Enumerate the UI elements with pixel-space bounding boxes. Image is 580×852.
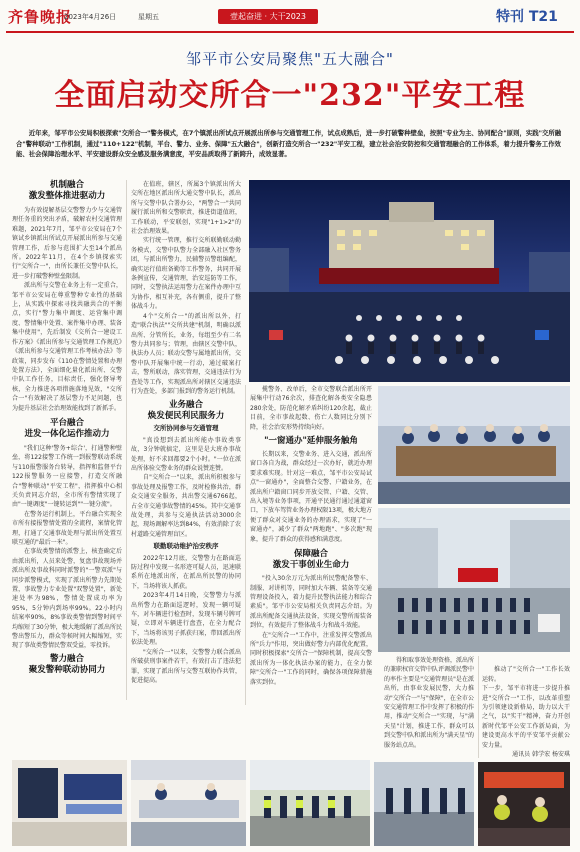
- paragraph: "投入30余万元为派出所民警配备警车、制服、对讲机等，同时加大车辆、装备等交通管理设备投入，着力提升民警执法能力和综合素质"。邹平市公安局相关负责同志介绍。为派出所配备交通执法设备，实现交警所需装备到位，有效提升了整体战斗力和战斗效能。: [250, 575, 372, 630]
- paragraph: 自"交所合一"以来，派出所积极参与事故处理及报警工作，及时检修共治，群众交通安全服务，共出警交通6766起，占全市交通事故警情的45%。其中交通事故处理，共参与交通执法活动3000余起，现场调解率达到84%，有效消除了农村道路交通管理盲区。: [131, 474, 241, 538]
- night-assembly-photo: [249, 180, 570, 382]
- section-heading-business: 业务融合 焕发便民利民服务力: [147, 400, 225, 422]
- inspection-photo: [374, 762, 474, 846]
- page-number: 特刊 T21: [496, 9, 558, 25]
- reporter-credit: 通讯员 韩学宏 杨安琪: [512, 751, 570, 758]
- section-heading-mechanism: 机制融合 激发整体推进驱动力: [28, 180, 106, 201]
- paragraph: 4个"交所合一"的派出所以外，打造"联合执法""交所共建"机制，明确以派出所、分管所长，业务，每组至少有二名警力共同参与；管理，由辖区交警中队，执法办人员；联动交警与属地派出所，交警中队开展集中统一行动，通过破案打击，警所联动，落实管理，交通违法行为查处等工作，实现派出所对辖区交通违法行为查处，多部门报到的警务运行机制。: [131, 312, 241, 395]
- paragraph: "我们这种'警务+综合'，打通警种壁垒，将122接警工作统一到报警联动系统与110报警服务台转导，指挥和监督平台122报警服务一应接警，打造交所融合"警种联动"平安工程"，指挥推中心相关负责同志介绍，全市所有警情实现了由"一键调度"一键转运到""一键分流"。: [12, 444, 122, 509]
- paragraph: 在值班，辖区，所属3个镇派出所大交所在地区派出所大通交警中队长，派出所与交警中队合署办公，"两警合一"共同履行派出所和交警职责，推进街道值班，工作联动，平安联创，实现"1+1>2"的社会治理效果。: [131, 181, 241, 236]
- paragraph: 为有效提解基层交警警力少与交通管理任务重的突出矛盾，破解农村交通管理难题，2021年7月，邹平市公安局在7个镇试乡镇派出所试点开展派出所参与交通管理工作，后参与范围扩大至14个派出所。2022年11月，在4个乡镇探索实行"交所合一"，由所长兼任交警中队长，进一步打破警种壁垒限制。: [12, 207, 122, 280]
- article-column-5: [482, 656, 570, 748]
- police-station-sign-photo: [12, 760, 127, 846]
- paragraph: 派出所与交警在业务上有一定重合，邹平市公安局在尊重警种专业性的基础上，从实践中探索寻找共融共合的平衡点，实行"警力集中调度、运营集中调度、警情集中处置、案件集中办理、装备集中使用"，先后制发《交所合一建设工作方案》《派出所参与交通管理工作规范》《派出所参与交通管理工作考核办法》等政策，同步发布《110在警情处置和办理处置方法》，全面细化量化派出所、交警中队工作任务，目标责任，强化督导考核，全力推进各项措施落地见效，"交所合一"有效解决了基层警力不足问题，也为提升基层社会治理效能找到了新抓手。: [12, 282, 122, 412]
- night-checkpoint-photo: [478, 762, 570, 846]
- kicker-headline: 邹平市公安局聚焦"五大融合": [186, 50, 394, 68]
- service-window-photo: [131, 760, 246, 846]
- paragraph: 长期以来，交警业务、进入交通，派出所窗口各自为战，群众经过一次办好，就近办理要求难实现。针对这一难点，邹平市公安局试点"一窗通办"，全面整合交警、户籍业务，在派出所户籍窗口同步开放交管、户籍、交管、出入境等业务事项，开通平民通行通过通道窗口，下放车驾管业务办理权限13项，极大地方便了群众对交通业务的办理需求，实现了"一窗通办"，减少了群众"两地跑"、"多次跑"现象，提升了群众的获得感和满意度。: [250, 451, 372, 543]
- issue-date: 2023年4月26日: [64, 13, 117, 21]
- paragraph: "真没想到去派出所能办事故类事故，3分钟就搞定，这里是是大班办事故处理，好不求回都要2个小时。"一位在派出所体验交警业务的群众说赞连赞。: [131, 436, 241, 472]
- article-column-1: [12, 180, 122, 820]
- article-column-2: [131, 180, 241, 705]
- main-headline: 全面启动交所合一"232"平安工程: [54, 78, 526, 113]
- paragraph: 得和取事效处理资格，派出所的兼职权官交管中队评调派民警中的率作主要是"交通管理员"是在派出所，由事业发展民警，大力推动"交所合一"与"保障"，在全市公安交通管理工作中发挥了积极的作用，推动"交所合一"实现，与"满天星"计划，推进工作，群众可以到交警中队和派出所为"满天星"的服务站点出。: [384, 657, 475, 749]
- article-column-3: [250, 385, 372, 686]
- outdoor-lineup-photo: [378, 508, 570, 652]
- paragraph: 在警务运行机制上，平台融合实现全市所有接报警情处置的全流程，案情化管理，打通了交通事故处理与派出所处置互联互通的"最后一米"。: [12, 510, 122, 546]
- paragraph: 在"交所合一"工作中，注重发挥交警派出所"兵力"作用，突出做好警力内部优化配置，同时积极探索"交所合一"保障机制，提高交警派出所为一体化执法办案的能力，在全力保障"交所合一"工作的同时，确保各项保障措施落实到位。: [250, 631, 372, 686]
- paragraph: 揽警务、改单后，全市交警联合派出所开展集中行动76余次，排查化解各类安全隐患280余处，防范化解矛盾纠纷120余起，截止目前，全市事故起数、伤亡人数同比分别下降，社会治安形势持续向好。: [250, 386, 372, 431]
- paragraph: "交所合一"以来，交警警力联合派出所破获刑事案件若干，有效打击了违法犯罪，实现了派出所与交警互联协作共管，促进提高。: [131, 648, 241, 684]
- section-heading-support: 保障融合 激发干事创业生命力: [272, 549, 350, 571]
- lead-paragraph: 近年来，邹平市公安局积极探索"交所合一"警务模式，在7个镇派出所试点开展派出所参与交通管理工作，试点成熟后，进一步打破警种壁垒，按照"专业为主、协同配合"原则，实践"交所融合"警种联动"工作机制，通过"110+122"机制，平台、警力、业务、保障"五大融合"，创新打造交所合一"232"平安工程，建立社会治安防控和交通管理融合的工作体系，着力提升警务工作效能、社会保障治理水平、平安建设群众安全感及服务满意度，平安品质取得了新跨升，成效显著。: [16, 129, 562, 158]
- section-banner: 壹起奋进 · 大干2023: [218, 9, 318, 24]
- column-divider: [245, 385, 246, 705]
- street-patrol-photo: [250, 760, 370, 846]
- paragraph: 推动了"交所合一"工作长效运转。 下一步，邹平市将进一步提升推进"交所合一"工作，以改革重塑为引领建设新格局，助力以大干之气，以"实干"精神，奋力开创新时代邹平公安工作新局面，为建设更高水平的平安邹平贡献公安力量。: [482, 666, 570, 749]
- masthead-rule: [6, 31, 574, 33]
- subheading: 联勤联动维护治安秩序: [153, 542, 219, 551]
- column-divider: [126, 180, 127, 700]
- section-heading-one-window: "一窗通办"延伸服务触角: [264, 436, 358, 447]
- issue-weekday: 星期五: [138, 13, 159, 21]
- article-column-4: [384, 656, 474, 758]
- section-heading-police-force: 警力融合 聚发警种联动协同力: [12, 654, 122, 676]
- newspaper-logo: 齐鲁晚报: [8, 8, 73, 26]
- subheading: 交所协同参与交通管理: [153, 424, 219, 433]
- paragraph: 实行统一管理，推行交所联勤联动勤务模式，交警中队警力全部融入社区警务团，与派出所警力，民辅警员警组编配，确实运行值班备勤等工作警务，共同开展条例宣传，交通管理，治安巡防等工作，同时，交警执法运用警力在案件办理中互为协作，相互补充，各有侧重，提升了整体战斗力。: [131, 237, 241, 311]
- column-divider: [478, 656, 479, 758]
- paragraph: 2023年4月14日晚，交警警力与派出所警力在路面巡逻时，发现一辆可疑车，对车辆进行检查时，发现车辆号牌可疑，立即对车辆进行盘查，在全力配合下，当场将该男子抓获归案，带回派出所依法处理。: [131, 592, 241, 647]
- training-session-photo: [378, 386, 570, 504]
- paragraph: 在事故类警情的派警上，核查确定后由派出所，人员来处警，复盘事故现场并派出所及事故科同时派警的"一警双派"与同步派警模式，实现了派出所警力先期处置，事故警力专业处置"双警处置"，新处速处率为98%，警情处置成功率为95%，5分钟内到场率99%。22小时内结案率90%，8%事故类警情到警时间平均缩短了30分钟，极大地缓解了派出所民警出警压力，群众等候时间大幅缩短，实现了事故类警情民警双受益，零投诉。: [12, 548, 122, 650]
- paragraph: 2022年12月底，交警警力在路面巡防过程中发现一名形迹可疑人员，迅速联系所在地派出所，在派出所民警的协同下，当场将该人抓获。: [131, 554, 241, 590]
- section-heading-platform: 平台融合 进发一体化运作推动力: [24, 417, 110, 439]
